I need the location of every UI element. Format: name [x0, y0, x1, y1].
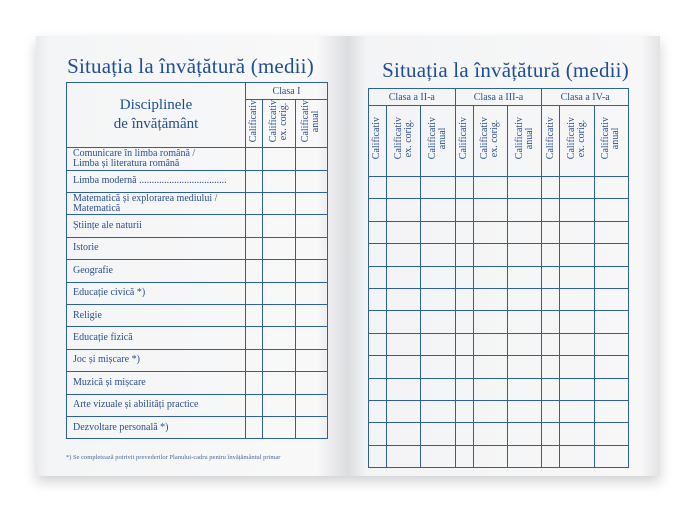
table-row — [67, 237, 328, 259]
grade-cell[interactable] — [263, 394, 295, 416]
grade-cell[interactable] — [594, 199, 628, 221]
table-row — [369, 400, 629, 422]
grade-cell[interactable] — [263, 148, 295, 170]
grade-cell[interactable] — [560, 333, 594, 355]
grade-cell[interactable] — [295, 193, 328, 215]
grade-cell[interactable] — [542, 356, 560, 378]
grade-cell[interactable] — [542, 445, 560, 467]
grade-cell[interactable] — [560, 356, 594, 378]
grade-cell[interactable] — [560, 311, 594, 333]
grade-cell[interactable] — [246, 148, 263, 170]
grade-cell[interactable] — [421, 288, 455, 310]
table-row — [67, 170, 328, 192]
grade-cell[interactable] — [455, 356, 473, 378]
grade-cell[interactable] — [295, 237, 328, 259]
subject-name: Matematică și explorarea mediului / Matematică — [73, 192, 218, 214]
grade-cell[interactable] — [455, 400, 473, 422]
grade-cell[interactable] — [295, 372, 328, 394]
column-header-label: Calificativ anual — [600, 117, 622, 160]
table-row — [67, 148, 328, 170]
grade-cell[interactable] — [473, 199, 507, 221]
table-row — [369, 177, 629, 199]
grade-cell[interactable] — [594, 356, 628, 378]
grade-cell[interactable] — [386, 221, 420, 243]
grade-cell[interactable] — [455, 177, 473, 199]
grade-cell[interactable] — [386, 244, 420, 266]
grade-cell[interactable] — [295, 416, 328, 438]
grade-cell[interactable] — [369, 356, 387, 378]
subject-name: Religie — [73, 309, 102, 321]
grade-cell[interactable] — [594, 266, 628, 288]
grade-cell[interactable] — [386, 378, 420, 400]
subject-label — [67, 260, 246, 282]
grade-cell[interactable] — [560, 221, 594, 243]
grade-cell[interactable] — [421, 400, 455, 422]
grade-cell[interactable] — [542, 400, 560, 422]
grade-cell[interactable] — [455, 221, 473, 243]
grade-cell[interactable] — [473, 266, 507, 288]
right-page-title: Situația la învățătură (medii) — [382, 58, 629, 82]
class-header: Clasa a IV-a — [542, 89, 629, 106]
grade-cell[interactable] — [246, 237, 263, 259]
table-row — [67, 372, 328, 394]
column-header-label: Calificativ ex. corig. — [267, 100, 289, 143]
column-header — [421, 106, 455, 177]
column-header — [386, 106, 420, 177]
grade-cell[interactable] — [386, 445, 420, 467]
grade-cell[interactable] — [295, 394, 328, 416]
grade-cell[interactable] — [263, 304, 295, 326]
grade-cell[interactable] — [369, 199, 387, 221]
grade-cell[interactable] — [421, 244, 455, 266]
grade-cell[interactable] — [263, 372, 295, 394]
grade-cell[interactable] — [246, 304, 263, 326]
grade-cell[interactable] — [542, 199, 560, 221]
grade-cell[interactable] — [386, 266, 420, 288]
grade-cell[interactable] — [263, 170, 295, 192]
grade-cell[interactable] — [369, 333, 387, 355]
grade-cell[interactable] — [594, 221, 628, 243]
grade-cell[interactable] — [594, 177, 628, 199]
column-header — [542, 106, 560, 177]
column-header — [507, 106, 541, 177]
table-row — [67, 327, 328, 349]
grade-cell[interactable] — [421, 356, 455, 378]
column-header-label: Calificativ — [458, 117, 470, 160]
open-booklet — [36, 36, 660, 476]
grade-cell[interactable] — [369, 378, 387, 400]
grade-cell[interactable] — [594, 244, 628, 266]
grade-cell[interactable] — [560, 244, 594, 266]
grade-cell[interactable] — [455, 378, 473, 400]
subject-name: Istorie — [73, 242, 99, 254]
grade-cell[interactable] — [369, 244, 387, 266]
grade-cell[interactable] — [560, 288, 594, 310]
table-row — [67, 193, 328, 215]
grade-cell[interactable] — [473, 445, 507, 467]
grade-cell[interactable] — [263, 282, 295, 304]
grade-cell[interactable] — [369, 177, 387, 199]
table-row — [369, 199, 629, 221]
subject-label — [67, 282, 246, 304]
grade-cell[interactable] — [295, 282, 328, 304]
subject-label — [67, 148, 246, 170]
grade-cell[interactable] — [507, 266, 541, 288]
column-header — [263, 100, 295, 148]
subject-name: Educație civică *) — [73, 287, 146, 299]
grade-cell[interactable] — [560, 400, 594, 422]
table-row — [369, 266, 629, 288]
grade-cell[interactable] — [560, 199, 594, 221]
left-page-title: Situația la învățătură (medii) — [67, 54, 314, 78]
grade-cell[interactable] — [246, 349, 263, 371]
grade-cell[interactable] — [560, 177, 594, 199]
left-grades-table — [66, 82, 328, 439]
table-row — [369, 244, 629, 266]
subject-name: Științe ale naturii — [73, 220, 142, 232]
grade-cell[interactable] — [594, 400, 628, 422]
grade-cell[interactable] — [507, 333, 541, 355]
grade-cell[interactable] — [421, 266, 455, 288]
subject-label — [67, 215, 246, 237]
table-row — [369, 356, 629, 378]
grade-cell[interactable] — [263, 349, 295, 371]
grade-cell[interactable] — [246, 416, 263, 438]
grade-cell[interactable] — [246, 327, 263, 349]
table-row — [67, 394, 328, 416]
grade-cell[interactable] — [455, 333, 473, 355]
column-header-label: Calificativ ex. corig. — [392, 117, 414, 160]
grade-cell[interactable] — [369, 400, 387, 422]
grade-cell[interactable] — [295, 260, 328, 282]
subject-label — [67, 304, 246, 326]
column-header — [246, 100, 263, 148]
subject-label — [67, 394, 246, 416]
subject-name: Comunicare în limba română / Limba și literatura română — [73, 147, 196, 169]
grade-cell[interactable] — [594, 288, 628, 310]
grade-cell[interactable] — [594, 311, 628, 333]
grade-cell[interactable] — [507, 423, 541, 445]
grade-cell[interactable] — [473, 311, 507, 333]
grade-cell[interactable] — [263, 260, 295, 282]
grade-cell[interactable] — [421, 311, 455, 333]
grade-cell[interactable] — [507, 400, 541, 422]
grade-cell[interactable] — [421, 199, 455, 221]
grade-cell[interactable] — [594, 378, 628, 400]
grade-cell[interactable] — [507, 199, 541, 221]
footnote: *) Se completează potrivit prevederilor Planului-cadru pentru învățământul primar — [66, 454, 281, 461]
subject-name: Muzică și mișcare — [73, 376, 146, 388]
table-row — [369, 423, 629, 445]
subject-name: Educație fizică — [73, 332, 133, 344]
column-header — [560, 106, 594, 177]
column-header-label: Calificativ anual — [513, 117, 535, 160]
column-header-label: Calificativ — [544, 117, 556, 160]
column-header — [295, 100, 328, 148]
class-header: Clasa a II-a — [369, 89, 456, 106]
table-row — [67, 416, 328, 438]
grade-cell[interactable] — [369, 311, 387, 333]
grade-cell[interactable] — [507, 356, 541, 378]
table-row — [369, 311, 629, 333]
grade-cell[interactable] — [369, 423, 387, 445]
grade-cell[interactable] — [560, 266, 594, 288]
grade-cell[interactable] — [421, 221, 455, 243]
grade-cell[interactable] — [507, 244, 541, 266]
grade-cell[interactable] — [542, 423, 560, 445]
table-row — [67, 260, 328, 282]
grade-cell[interactable] — [386, 177, 420, 199]
disciplines-header — [67, 83, 246, 148]
column-header-label: Calificativ anual — [426, 117, 448, 160]
grade-cell[interactable] — [246, 193, 263, 215]
subject-label — [67, 170, 246, 192]
grade-cell[interactable] — [473, 177, 507, 199]
grade-cell[interactable] — [386, 288, 420, 310]
disciplines-header-text: Disciplinele de învățământ — [113, 97, 199, 133]
grade-cell[interactable] — [455, 445, 473, 467]
grade-cell[interactable] — [507, 221, 541, 243]
column-header — [369, 106, 387, 177]
subject-label — [67, 237, 246, 259]
subject-name: Limba modernă ................................... — [73, 175, 227, 187]
grade-cell[interactable] — [263, 237, 295, 259]
grade-cell[interactable] — [369, 266, 387, 288]
table-row — [67, 215, 328, 237]
grade-cell[interactable] — [421, 445, 455, 467]
grade-cell[interactable] — [246, 394, 263, 416]
table-row — [369, 221, 629, 243]
grade-cell[interactable] — [421, 423, 455, 445]
table-row — [67, 349, 328, 371]
grade-cell[interactable] — [507, 288, 541, 310]
grade-cell[interactable] — [369, 445, 387, 467]
grade-cell[interactable] — [263, 327, 295, 349]
grade-cell[interactable] — [473, 333, 507, 355]
grade-cell[interactable] — [594, 333, 628, 355]
grade-cell[interactable] — [295, 349, 328, 371]
grade-cell[interactable] — [246, 260, 263, 282]
grade-cell[interactable] — [560, 378, 594, 400]
column-header-label: Calificativ — [248, 100, 259, 143]
grade-cell[interactable] — [473, 221, 507, 243]
grade-cell[interactable] — [594, 423, 628, 445]
grade-cell[interactable] — [560, 423, 594, 445]
grade-cell[interactable] — [369, 221, 387, 243]
grade-cell[interactable] — [455, 288, 473, 310]
grade-cell[interactable] — [295, 215, 328, 237]
subject-name: Geografie — [73, 264, 113, 276]
subject-label — [67, 193, 246, 215]
grade-cell[interactable] — [386, 311, 420, 333]
right-page — [351, 36, 660, 476]
grade-cell[interactable] — [246, 372, 263, 394]
column-header — [594, 106, 628, 177]
grade-cell[interactable] — [369, 288, 387, 310]
grade-cell[interactable] — [542, 311, 560, 333]
grade-cell[interactable] — [560, 445, 594, 467]
class-i-header: Clasa I — [246, 83, 328, 100]
grade-cell[interactable] — [507, 177, 541, 199]
grade-cell[interactable] — [507, 445, 541, 467]
grade-cell[interactable] — [386, 333, 420, 355]
grade-cell[interactable] — [263, 215, 295, 237]
table-row — [369, 378, 629, 400]
left-page — [36, 36, 345, 476]
grade-cell[interactable] — [542, 378, 560, 400]
table-row — [67, 304, 328, 326]
grade-cell[interactable] — [507, 378, 541, 400]
column-header — [455, 106, 473, 177]
grade-cell[interactable] — [473, 378, 507, 400]
grade-cell[interactable] — [455, 266, 473, 288]
grade-cell[interactable] — [386, 423, 420, 445]
grade-cell[interactable] — [421, 378, 455, 400]
column-header — [473, 106, 507, 177]
grade-cell[interactable] — [455, 199, 473, 221]
column-header-label: Calificativ anual — [300, 100, 322, 143]
table-row — [369, 333, 629, 355]
grade-cell[interactable] — [473, 400, 507, 422]
grade-cell[interactable] — [295, 327, 328, 349]
grade-cell[interactable] — [246, 215, 263, 237]
table-row — [369, 445, 629, 467]
grade-cell[interactable] — [542, 333, 560, 355]
grade-cell[interactable] — [246, 282, 263, 304]
grade-cell[interactable] — [542, 221, 560, 243]
grade-cell[interactable] — [421, 333, 455, 355]
grade-cell[interactable] — [386, 199, 420, 221]
grade-cell[interactable] — [507, 311, 541, 333]
column-header-label: Calificativ — [371, 117, 383, 160]
column-header-label: Calificativ ex. corig. — [565, 117, 587, 160]
grade-cell[interactable] — [594, 445, 628, 467]
grade-cell[interactable] — [542, 177, 560, 199]
subject-name: Dezvoltare personală *) — [73, 421, 169, 433]
grade-cell[interactable] — [542, 244, 560, 266]
grade-cell[interactable] — [386, 400, 420, 422]
grade-cell[interactable] — [473, 288, 507, 310]
grade-cell[interactable] — [263, 193, 295, 215]
grade-cell[interactable] — [386, 356, 420, 378]
subject-name: Joc și mișcare *) — [73, 354, 140, 366]
subject-label — [67, 372, 246, 394]
table-row — [369, 288, 629, 310]
grade-cell[interactable] — [263, 416, 295, 438]
column-header-label: Calificativ ex. corig. — [479, 117, 501, 160]
subject-label — [67, 327, 246, 349]
right-grades-table — [368, 88, 629, 468]
grade-cell[interactable] — [473, 244, 507, 266]
grade-cell[interactable] — [542, 266, 560, 288]
subject-name: Arte vizuale și abilități practice — [73, 399, 199, 411]
class-header: Clasa a III-a — [455, 89, 542, 106]
subject-label — [67, 416, 246, 438]
subject-label — [67, 349, 246, 371]
grade-cell[interactable] — [246, 170, 263, 192]
grade-cell[interactable] — [542, 288, 560, 310]
grade-cell[interactable] — [455, 423, 473, 445]
grade-cell[interactable] — [455, 311, 473, 333]
grade-cell[interactable] — [473, 356, 507, 378]
table-row — [67, 282, 328, 304]
grade-cell[interactable] — [295, 170, 328, 192]
grade-cell[interactable] — [455, 244, 473, 266]
grade-cell[interactable] — [295, 304, 328, 326]
grade-cell[interactable] — [295, 148, 328, 170]
grade-cell[interactable] — [421, 177, 455, 199]
grade-cell[interactable] — [473, 423, 507, 445]
